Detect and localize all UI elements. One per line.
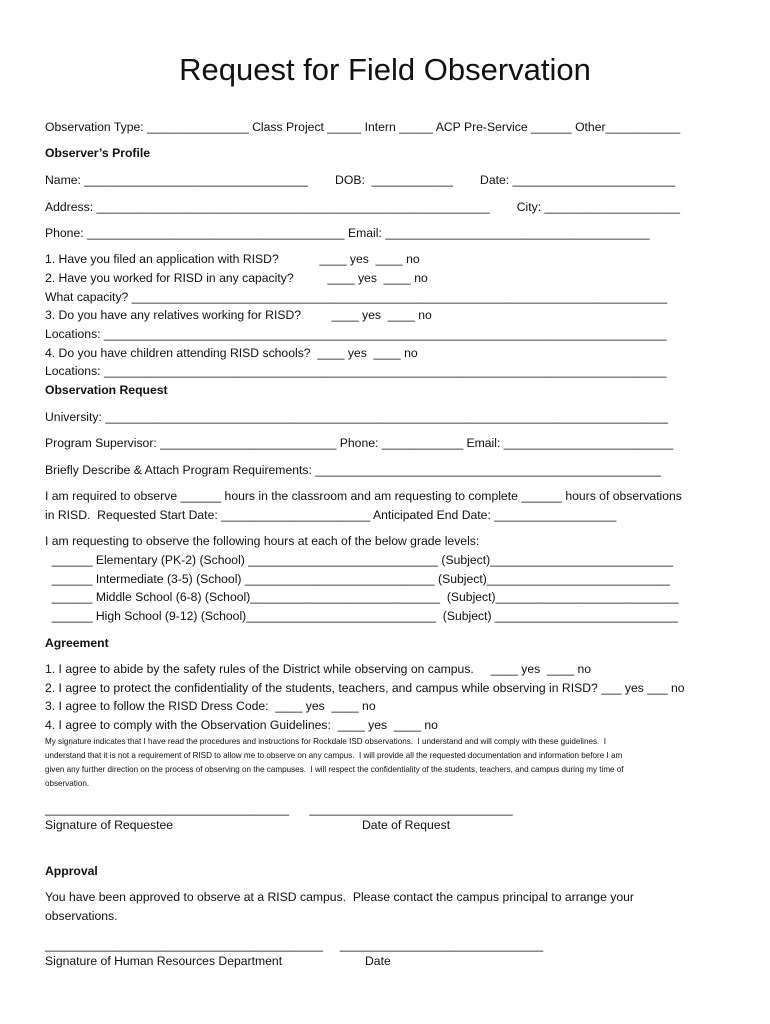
agreement-item-3: 3. I agree to follow the RISD Dress Code: ____ yes ____ no (45, 699, 376, 713)
supervisor-line: Program Supervisor: __________________________ Phone: ____________ Email: _________________________ (45, 436, 674, 450)
page-title: Request for Field Observation (179, 52, 591, 87)
requestee-signature-lines: ____________________________________ ______________________________ (45, 802, 513, 816)
question-3-followup: Locations: ___________________________________________________________________________________ (45, 327, 667, 341)
hours-line-2: in RISD. Requested Start Date: ______________________ Anticipated End Date: __________________ (45, 508, 617, 522)
approval-date-label: Date (365, 954, 391, 968)
approval-text-line-1: You have been approved to observe at a RISD campus. Please contact the campus principal to arrange your (45, 890, 634, 904)
grade-level-intermediate: ______ Intermediate (3-5) (School) ____________________________ (Subject)___________________________ (45, 572, 670, 586)
question-1: 1. Have you filed an application with RISD? ____ yes ____ no (45, 252, 420, 266)
fine-print-line-2: understand that it is not a requirement of RISD to allow me to observe on any campus. I will provide all the requested documentation and information before I am (45, 751, 623, 760)
question-2: 2. Have you worked for RISD in any capacity? ____ yes ____ no (45, 271, 428, 285)
observers-profile-heading: Observer’s Profile (45, 146, 150, 160)
phone-email-line: Phone: ______________________________________ Email: _______________________________________ (45, 226, 650, 240)
hr-signature-lines: _________________________________________ ______________________________ (45, 938, 544, 952)
approval-text-line-2: observations. (45, 909, 118, 923)
fine-print-line-3: given any further direction on the process of observing on the campuses. I will respect the confidentiality of the students, teachers, and campus during my time of (45, 765, 624, 774)
observation-request-heading: Observation Request (45, 383, 168, 397)
question-3: 3. Do you have any relatives working for RISD? ____ yes ____ no (45, 308, 432, 322)
requirements-line: Briefly Describe & Attach Program Requirements: ___________________________________________________ (45, 463, 661, 477)
hours-line-1: I am required to observe ______ hours in the classroom and am requesting to complete ______ hours of observations (45, 489, 682, 503)
agreement-heading: Agreement (45, 636, 109, 650)
signature-of-hr-label: Signature of Human Resources Department (45, 954, 283, 968)
grade-level-elementary: ______ Elementary (PK-2) (School) ____________________________ (Subject)___________________________ (45, 553, 674, 567)
signature-of-requestee-label: Signature of Requestee (45, 818, 174, 832)
agreement-item-2: 2. I agree to protect the confidentiality of the students, teachers, and campus while observing in RISD? ___ yes ___ no (45, 681, 685, 695)
name-dob-date-line: Name: _________________________________ DOB: ____________ Date: ________________________ (45, 173, 676, 187)
address-city-line: Address: __________________________________________________________ City: ____________________ (45, 200, 681, 214)
question-2-followup: What capacity? _______________________________________________________________________________ (45, 290, 668, 304)
question-4: 4. Do you have children attending RISD schools? ____ yes ____ no (45, 346, 418, 360)
question-4-followup: Locations: ___________________________________________________________________________________ (45, 364, 667, 378)
agreement-item-1: 1. I agree to abide by the safety rules of the District while observing on campus. ____ yes ____ no (45, 662, 592, 676)
approval-heading: Approval (45, 864, 98, 878)
grade-level-middle: ______ Middle School (6-8) (School)____________________________ (Subject)___________________________ (45, 590, 679, 604)
grade-levels-intro: I am requesting to observe the following hours at each of the below grade levels: (45, 534, 480, 548)
date-of-request-label: Date of Request (362, 818, 451, 832)
observation-type-line: Observation Type: _______________ Class Project _____ Intern _____ ACP Pre-Service ______ Other___________ (45, 120, 681, 134)
fine-print-line-1: My signature indicates that I have read the procedures and instructions for Rockdale ISD observations. I understand and will comply with these guidelines. I (45, 737, 607, 746)
university-line: University: ___________________________________________________________________________________ (45, 410, 668, 424)
fine-print-line-4: observation. (45, 779, 90, 788)
grade-level-high: ______ High School (9-12) (School)____________________________ (Subject) ___________________________ (45, 609, 678, 623)
agreement-item-4: 4. I agree to comply with the Observation Guidelines: ____ yes ____ no (45, 718, 438, 732)
